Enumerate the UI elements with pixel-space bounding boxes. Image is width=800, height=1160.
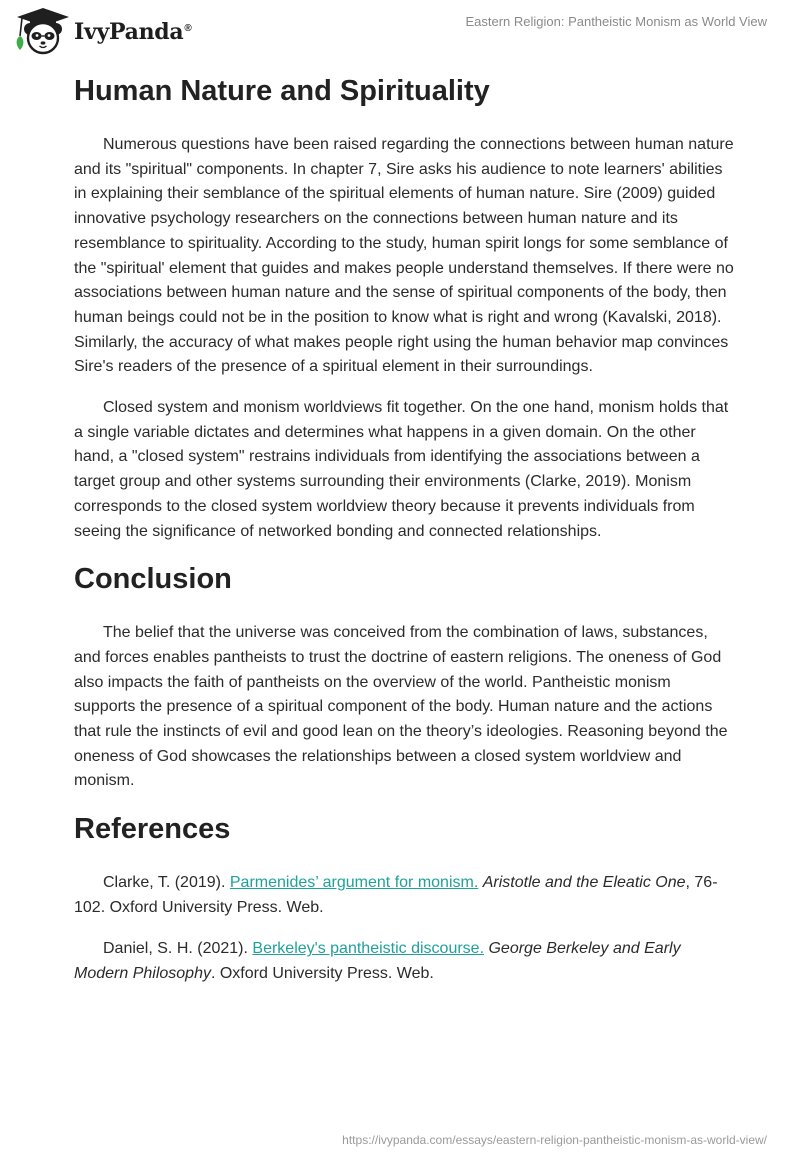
brand-name: IvyPanda® [74,19,192,45]
paragraph: Closed system and monism worldviews fit together. On the one hand, monism holds that a single variable dictates and determines what happens in a given domain. On the other hand, a "closed system" restrains individuals from identifying the associations between a target group and other systems surrounding their environments (Clarke, 2019). Monism corresponds to the closed system worldview theory because it prevents individuals from seeing the significance of networked bonding and connected relationships. [74,399,729,540]
reference-book-title: Aristotle and the Eleatic One [482,874,686,892]
paragraph: Numerous questions have been raised regarding the connections between human nature and its "spiritual" components. In chapter 7, Sire asks his audience to note learners' abilities in explaining their semblance of the spiritual elements of human nature. Sire (2009) guided innovative psychology researchers on the connections between human nature and its resemblance to spirituality. According to the study, human spirit longs for some semblance of the "spiritual' element that guides and makes people understand themselves. If there were no associations between human nature and the sense of spiritual components of the body, then human beings could not be in the position to know what is right and wrong (Kavalski, 2018). Similarly, the accuracy of what makes people right using the human behavior map convinces Sire's readers of the presence of a spiritual element in their surroundings. [74,136,734,376]
registered-mark: ® [184,22,192,34]
section-human-nature [74,72,734,544]
document-title: Eastern Religion: Pantheistic Monism as World View [465,14,767,29]
paragraph: The belief that the universe was conceived from the combination of laws, substances, and forces enables pantheists to trust the doctrine of eastern religions. The oneness of God also impacts the faith of pantheists on the overview of the world. Pantheistic monism supports the presence of a spiritual component of the body. Human nature and the actions that rule the instincts of evil and good lean on the theory’s ideologies. Reasoning beyond the oneness of God showcases the relationships between a closed system worldview and monism. [74,624,728,790]
reference-link[interactable]: Berkeley's pantheistic discourse. [252,940,485,958]
reference-publisher: . Oxford University Press. Web. [210,964,434,982]
page-header [0,0,800,64]
essay-content [74,72,734,1003]
section-conclusion [74,560,734,794]
footer-source-url: https://ivypanda.com/essays/eastern-religion-pantheistic-monism-as-world-view/ [342,1133,767,1147]
reference-author: Daniel, S. H. (2021). [103,940,253,958]
ivypanda-logo[interactable] [13,6,191,56]
heading-human-nature: Human Nature and Spirituality [74,75,490,107]
heading-references: References [74,813,231,846]
section-references [74,810,734,986]
reference-link[interactable]: Parmenides’ argument for monism. [229,874,479,892]
reference-author: Clarke, T. (2019). [103,874,230,892]
reference-item [74,871,734,920]
heading-conclusion: Conclusion [74,563,232,596]
reference-publisher: , 76-102. Oxford University Press. Web. [74,874,718,916]
reference-item [74,937,734,986]
panda-graduate-icon [13,6,71,56]
reference-book-title: George Berkeley and Early Modern Philosophy [74,940,681,982]
